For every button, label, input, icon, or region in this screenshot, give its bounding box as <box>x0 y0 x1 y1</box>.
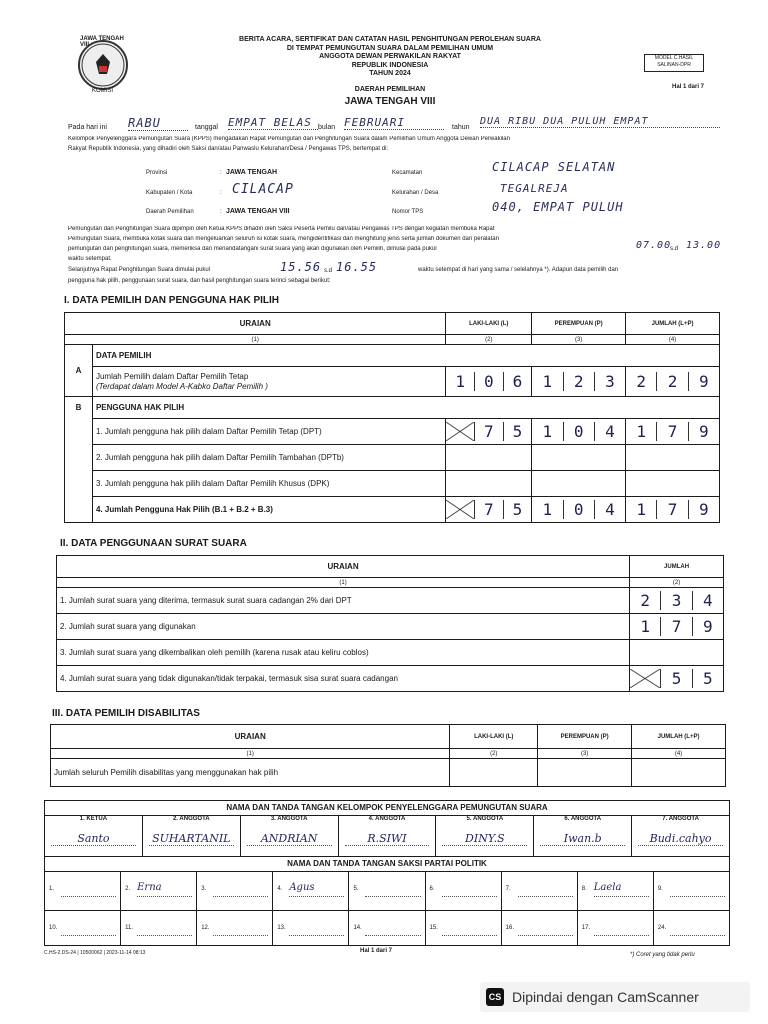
daerah-value: JAWA TENGAH VIII <box>226 208 290 215</box>
saksi-signature-cell <box>45 911 120 945</box>
digit-box: 9 <box>688 500 719 519</box>
footer-note: *) Coret yang tidak perlu <box>630 952 695 958</box>
kpps-title: NAMA DAN TANDA TANGAN KELOMPOK PENYELENGGARA PEMUNGUTAN SUARA <box>45 801 729 816</box>
idx-1: (1) <box>65 335 446 345</box>
kecamatan-label: Kecamatan <box>392 170 423 176</box>
tahun-label: tahun <box>452 124 470 131</box>
surat-suara-table: URAIAN JUMLAH (1) (2) 1. Jumlah surat suara yang diterima, termasuk surat suara cadangan 2% dari DPT 2 3 4 2. Jumlah surat suara yang digunakan 1 7 9 3. Jumlah surat suara yang dikembalikan oleh pemilih (karena rusak atau keliru coblos) 4. Jumlah surat suara yang tidak digunakan/tidak terpakai, termasuk sisa surat suara cadangan 5 5 <box>56 555 724 692</box>
row-b-label: B <box>65 397 93 523</box>
para-line-1: Pemungutan dan Penghitungan Suara dipimpin oleh Ketua KPPS dihadiri oleh Saksi Peserta Pemilu dan/atau Pengawas TPS dengan kegiatan membuka Rapat <box>68 226 495 232</box>
digit-box: 1 <box>542 500 553 519</box>
kpps-signature: R.SIWI <box>345 832 430 846</box>
ss-row-4: 4. Jumlah surat suara yang tidak digunakan/tidak terpakai, termasuk sisa surat suara cadangan <box>57 666 630 692</box>
saksi-number: 11. <box>125 925 134 931</box>
digit-box: 1 <box>542 422 553 441</box>
saksi-signature <box>365 882 420 897</box>
title-line: BERITA ACARA, SERTIFIKAT DAN CATATAN HASIL PENGHITUNGAN PEROLEHAN SUARA <box>239 36 541 43</box>
digit-box: 1 <box>636 500 647 519</box>
saksi-signature-cell <box>577 911 653 945</box>
para-line-3: pemungutan dan penghitungan suara, memeriksa dan menandatangani surat suara yang akan digunakan oleh Pemilih, dimulai pada pukul <box>68 246 437 252</box>
rapat-start: 15.56 <box>280 260 322 274</box>
digit-box: 0 <box>474 372 503 391</box>
signature-block <box>44 800 730 946</box>
saksi-signature <box>670 882 725 897</box>
row-a-sub: (Terdapat dalam Model A-Kabko Daftar Pemilih ) <box>95 381 268 391</box>
kpps-signature-cell <box>338 816 436 856</box>
ss-row-1: 1. Jumlah surat suara yang diterima, termasuk surat suara cadangan 2% dari DPT <box>57 588 630 614</box>
kpps-signature: SUHARTANIL <box>149 832 234 846</box>
saksi-number: 12. <box>201 925 210 931</box>
digit-box: 5 <box>503 500 532 519</box>
camscanner-icon: CS <box>486 988 504 1006</box>
saksi-signature <box>61 882 116 897</box>
saksi-signature <box>289 921 344 936</box>
row-b-title: PENGGUNA HAK PILIH <box>92 397 719 419</box>
section-3-title: III. DATA PEMILIH DISABILITAS <box>52 708 200 719</box>
row-a-label: A <box>65 345 93 397</box>
saksi-signature <box>213 882 268 897</box>
kpps-signature-cell <box>240 816 338 856</box>
kelurahan-label: Kelurahan / Desa <box>392 190 439 196</box>
saksi-signature <box>442 921 497 936</box>
saksi-number: 13. <box>277 925 286 931</box>
kpps-signature: DINY.S <box>442 832 527 846</box>
saksi-row-1 <box>45 872 729 911</box>
model-box <box>644 54 704 72</box>
digit-box: 5 <box>503 422 532 441</box>
col-uraian-2: URAIAN <box>57 556 630 578</box>
title-line: DI TEMPAT PEMUNGUTAN SUARA DALAM PEMILIHAN UMUM <box>286 44 494 52</box>
daerah-pemilihan-label: DAERAH PEMILIHAN <box>354 86 426 93</box>
kpps-role: 6. ANGGOTA <box>564 816 602 822</box>
end-time-1: 13.00 <box>686 240 722 251</box>
section-1-title: I. DATA PEMILIH DAN PENGGUNA HAK PILIH <box>64 295 279 306</box>
digit-box: 2 <box>640 591 651 610</box>
provinsi-value: JAWA TENGAH <box>226 169 278 176</box>
digit-box: 4 <box>594 500 625 519</box>
crossed-digit-box <box>446 500 474 519</box>
digit-box: 9 <box>688 372 719 391</box>
kabupaten-label: Kabupaten / Kota <box>146 190 193 196</box>
footer-code: C.HS-2.DS-24 | 10500062 | 2023-11-14 08:13 <box>44 950 146 956</box>
b-row-1-text: 1. Jumlah pengguna hak pilih dalam Daftar Pemilih Tetap (DPT) <box>92 419 445 445</box>
col-laki: LAKI-LAKI (L) <box>446 313 532 335</box>
saksi-signature <box>61 921 116 936</box>
saksi-signature: Laela <box>594 882 649 897</box>
digit-box: 9 <box>688 422 719 441</box>
saksi-signature: Erna <box>137 882 192 897</box>
saksi-signature <box>594 921 649 936</box>
kpps-signatures <box>45 816 729 857</box>
saksi-signature-cell <box>425 911 501 945</box>
para-line-4: waktu setempat. <box>68 256 112 262</box>
digit-box: 0 <box>563 422 594 441</box>
kpps-signature: ANDRIAN <box>247 832 332 846</box>
saksi-signature-cell <box>501 911 577 945</box>
kpps-role: 1. KETUA <box>79 816 108 822</box>
saksi-signature-cell <box>501 872 577 910</box>
saksi-signature <box>365 921 420 936</box>
b-row-4-text: 4. Jumlah Pengguna Hak Pilih (B.1 + B.2 + B.3) <box>92 497 445 523</box>
row-a-title: DATA PEMILIH <box>92 345 719 367</box>
saksi-signature <box>670 921 725 936</box>
idx-2: (2) <box>446 335 532 345</box>
intro-line-2: Kelompok Penyelenggara Pemungutan Suara (KPPS) mengadakan Rapat Pemungutan dan Penghitungan Suara dalam Pemilihan Umum Anggota Dewan Perwakilan <box>68 136 510 142</box>
kpps-role: 2. ANGGOTA <box>172 816 210 822</box>
digit-box: 2 <box>656 372 687 391</box>
model-copy: SALINAN-DPR <box>657 62 691 68</box>
col-jumlah-2: JUMLAH <box>630 556 724 578</box>
kecamatan-value: CILACAP SELATAN <box>492 160 616 174</box>
kpps-signature: Iwan.b <box>540 832 625 846</box>
saksi-signature-cell <box>272 911 348 945</box>
digit-box: 7 <box>474 422 503 441</box>
saksi-signature-cell <box>348 872 424 910</box>
logo-caption-top: JAWA TENGAH VIII <box>80 36 124 48</box>
saksi-number: 5. <box>353 886 359 892</box>
a-jumlah-digits <box>626 367 720 397</box>
saksi-signature-cell <box>196 872 272 910</box>
rapat-suffix: waktu setempat di hari yang sama / selelahnya *). Adapun data pemilih dan <box>418 267 619 273</box>
saksi-signature-cell <box>120 872 196 910</box>
saksi-signature-cell <box>653 911 729 945</box>
digit-box: 7 <box>660 617 691 636</box>
intro-line-3: Rakyat Republik Indonesia, yang dihadiri oleh Saksi dan/atau Panwaslu Kelurahan/Desa / Pengawas TPS, bertempat di: <box>68 146 389 152</box>
provinsi-label: Provinsi <box>146 170 168 176</box>
digit-box: 1 <box>542 372 553 391</box>
saksi-signature <box>213 921 268 936</box>
saksi-signature-cell <box>425 872 501 910</box>
saksi-signature-cell <box>348 911 424 945</box>
garuda-emblem-icon <box>80 42 126 88</box>
kpps-signature-cell <box>45 816 142 856</box>
saksi-signature-cell <box>120 911 196 945</box>
digit-box: 2 <box>563 372 594 391</box>
digit-box: 7 <box>474 500 503 519</box>
digit-box: 2 <box>636 372 647 391</box>
saksi-signature-cell <box>196 911 272 945</box>
title-line: ANGGOTA DEWAN PERWAKILAN RAKYAT <box>319 53 461 60</box>
saksi-number: 14. <box>353 925 362 931</box>
b-row-2-text: 2. Jumlah pengguna hak pilih dalam Daftar Pemilih Tambahan (DPTb) <box>92 445 445 471</box>
a-perempuan-digits <box>532 367 626 397</box>
digit-box: 6 <box>503 372 532 391</box>
saksi-number: 8. <box>581 886 587 892</box>
kabupaten-value: CILACAP <box>232 182 294 197</box>
sd-2: s.d <box>324 268 333 274</box>
camscanner-text: Dipindai dengan CamScanner <box>512 989 699 1005</box>
daerah-pemilihan-value: JAWA TENGAH VIII <box>344 96 436 107</box>
saksi-title: NAMA DAN TANDA TANGAN SAKSI PARTAI POLITIK <box>45 857 729 872</box>
section-2-title: II. DATA PENGGUNAAN SURAT SUARA <box>60 538 247 549</box>
crossed-digit-box <box>446 422 474 441</box>
digit-box: 7 <box>656 500 687 519</box>
digit-box: 4 <box>692 591 723 610</box>
saksi-row-2 <box>45 911 729 945</box>
footer-page: Hal 1 dari 7 <box>360 948 393 954</box>
kpps-signature-cell <box>435 816 533 856</box>
digit-box: 3 <box>594 372 625 391</box>
digit-box: 9 <box>692 617 723 636</box>
saksi-number: 2. <box>125 886 131 892</box>
digit-box: 3 <box>660 591 691 610</box>
saksi-number: 10. <box>49 925 58 931</box>
digit-box: 4 <box>594 422 625 441</box>
daerah-label: Daerah Pemilihan <box>146 209 194 215</box>
saksi-signature-cell <box>577 872 653 910</box>
bulan-label: bulan <box>318 124 336 131</box>
tanggal-label: tanggal <box>195 124 218 131</box>
saksi-number: 24. <box>657 925 667 931</box>
disabilitas-table: URAIAN LAKI-LAKI (L) PEREMPUAN (P) JUMLAH (L+P) (1) (2) (3) (4) Jumlah seluruh Pemilih disabilitas yang menggunakan hak pilih <box>50 724 726 787</box>
saksi-signature-cell <box>272 872 348 910</box>
model-code: MODEL C.HASIL <box>654 55 694 61</box>
saksi-signature <box>518 882 573 897</box>
ss-row-2: 2. Jumlah surat suara yang digunakan <box>57 614 630 640</box>
saksi-number: 3. <box>201 886 207 892</box>
kpps-signature: Santo <box>51 832 136 846</box>
idx-4: (4) <box>626 335 720 345</box>
saksi-number: 15. <box>429 925 438 931</box>
saksi-signature: Agus <box>289 882 344 897</box>
page-number-top: Hal 1 dari 7 <box>672 84 705 90</box>
hari-value: RABU <box>128 116 188 131</box>
saksi-signature <box>442 882 497 897</box>
digit-box: 5 <box>660 669 691 688</box>
title-line: REPUBLIK INDONESIA <box>351 61 429 69</box>
row-a-desc <box>92 367 445 397</box>
crossed-digit-box <box>630 669 660 688</box>
kpps-role: 7. ANGGOTA <box>662 816 699 822</box>
col-uraian: URAIAN <box>65 313 446 335</box>
kpps-role: 5. ANGGOTA <box>466 816 504 822</box>
tps-label: Nomor TPS <box>392 209 424 215</box>
saksi-signature-cell <box>45 872 120 910</box>
form-title <box>190 36 590 79</box>
saksi-number: 6. <box>429 886 435 892</box>
kpps-signature-cell <box>533 816 631 856</box>
digit-box: 5 <box>692 669 723 688</box>
col-perempuan: PEREMPUAN (P) <box>532 313 626 335</box>
title-line: TAHUN 2024 <box>369 70 411 77</box>
sd-1: s.d <box>670 246 679 252</box>
para-line-2: Pemungutan Suara, membuka kotak suara dan mengeluarkan seluruh isi kotak suara, mengidentifikasi dan menghitung jenis serta jumlah dokumen dan peralatan <box>68 236 499 242</box>
disabilitas-row-text: Jumlah seluruh Pemilih disabilitas yang menggunakan hak pilih <box>51 759 450 787</box>
col-jumlah: JUMLAH (L+P) <box>626 313 720 335</box>
para-last-line: pengguna hak pilih, penggunaan surat suara, dan hasil penghitungan suara terinci sebagai berikut: <box>68 278 331 284</box>
digit-box: 1 <box>640 617 651 636</box>
ss-row-3: 3. Jumlah surat suara yang dikembalikan oleh pemilih (karena rusak atau keliru coblos) <box>57 640 630 666</box>
a-laki-digits <box>446 367 532 397</box>
hari-label: Pada hari ini <box>68 124 107 131</box>
kpps-signature-cell <box>142 816 240 856</box>
pemilih-table <box>64 312 720 523</box>
idx-3: (3) <box>532 335 626 345</box>
b-row-3-text: 3. Jumlah pengguna hak pilih dalam Daftar Pemilih Khusus (DPK) <box>92 471 445 497</box>
saksi-number: 4. <box>277 886 283 892</box>
saksi-signature-cell <box>653 872 729 910</box>
row-a-text: Jumlah Pemilih dalam Daftar Pemilih Tetap <box>95 371 249 381</box>
saksi-number: 7. <box>505 886 511 892</box>
saksi-number: 16. <box>505 925 514 931</box>
tanggal-value: EMPAT BELAS <box>228 116 318 130</box>
logo-caption-bottom: KOMISI <box>92 88 114 94</box>
bulan-value: FEBRUARI <box>344 116 444 130</box>
kelurahan-value: TEGALREJA <box>500 182 569 195</box>
saksi-signature <box>518 921 573 936</box>
kpps-role: 4. ANGGOTA <box>368 816 406 822</box>
tahun-value: DUA RIBU DUA PULUH EMPAT <box>480 116 720 128</box>
saksi-number: 17. <box>581 925 591 931</box>
kpps-signature-cell <box>631 816 729 856</box>
kpps-signature: Budi.cahyo <box>638 832 723 846</box>
digit-box: 0 <box>563 500 594 519</box>
rapat-end: 16.55 <box>336 260 378 274</box>
camscanner-badge <box>480 982 750 1012</box>
kpps-role: 3. ANGGOTA <box>270 816 308 822</box>
tps-value: 040, EMPAT PULUH <box>492 200 624 214</box>
rapat-label: Selanjutnya Rapat Penghitungan Suara dimulai pukul <box>68 267 211 273</box>
saksi-number: 1. <box>49 886 55 892</box>
digit-box: 7 <box>656 422 687 441</box>
saksi-signature <box>137 921 192 936</box>
saksi-number: 9. <box>657 886 663 892</box>
start-time-1: 07.00 <box>636 240 672 251</box>
digit-box: 1 <box>455 372 465 391</box>
digit-box: 1 <box>636 422 647 441</box>
